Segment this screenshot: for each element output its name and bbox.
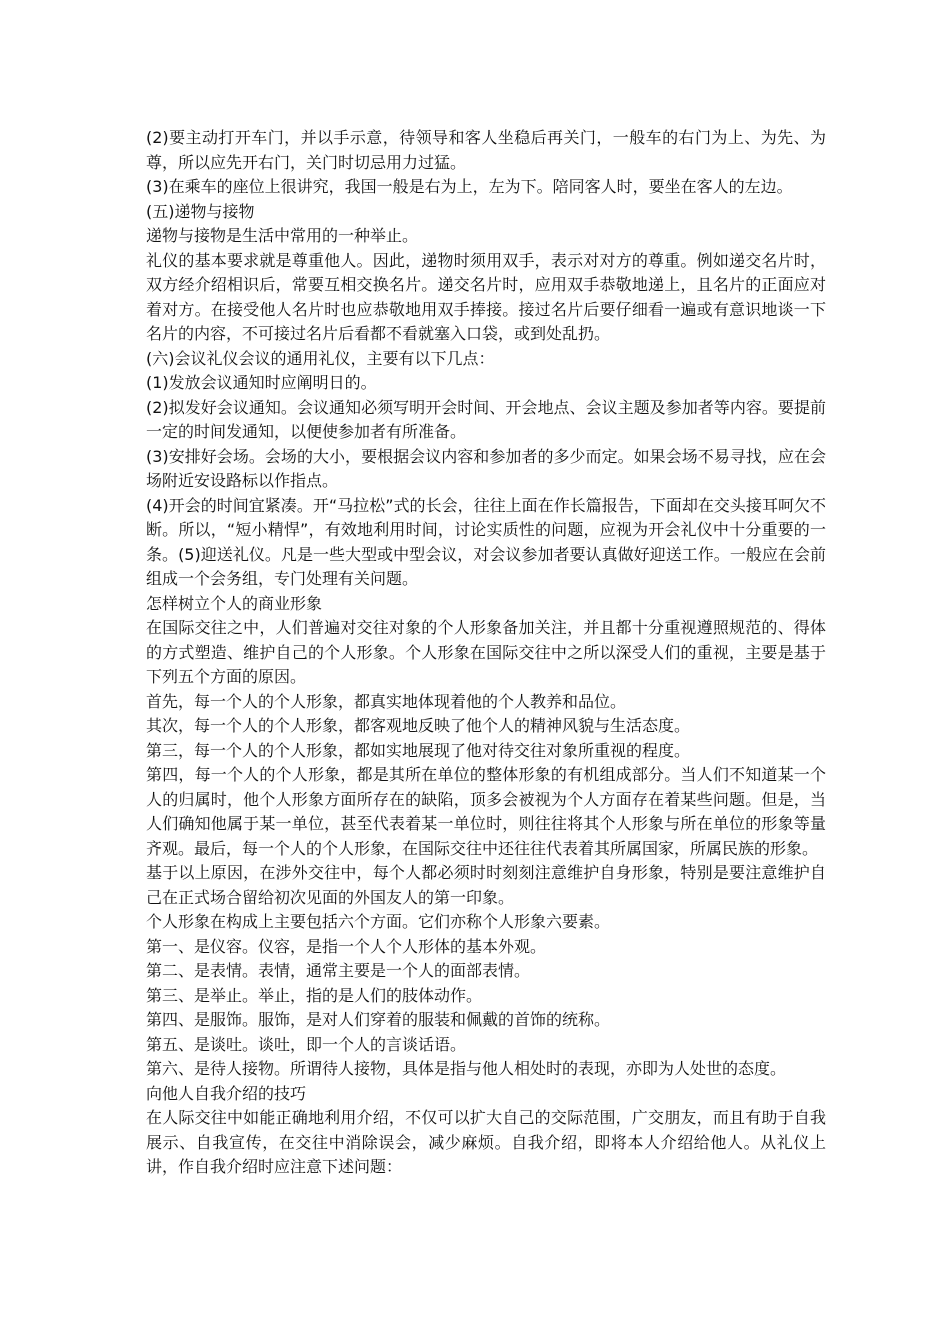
paragraph-six-elements: 个人形象在构成上主要包括六个方面。它们亦称个人形象六要素。 xyxy=(146,912,611,931)
paragraph-foreign-affairs: 基于以上原因，在涉外交往中，每个人都必须时时刻刻注意维护自身形象，特别是要注意维护自己在正式场合留给初次见面的外国友人的第一印象。 xyxy=(146,863,826,907)
paragraph-meeting-notice-purpose: (1)发放会议通知时应阐明日的。 xyxy=(146,373,377,392)
section-heading-self-introduction: 向他人自我介绍的技巧 xyxy=(146,1083,307,1103)
paragraph-image-intro: 在国际交往之中，人们普遍对交往对象的个人形象备加关注，并且都十分重视遵照规范的、得体的方式塑造、维护自己的个人形象。个人形象在国际交往中之所以深受人们的重视，主要是基于下列五个方面的原因。 xyxy=(146,618,826,686)
paragraph-reason-second: 其次，每一个人的个人形象，都客观地反映了他个人的精神风貌与生活态度。 xyxy=(146,716,691,735)
paragraph-reason-first: 首先，每一个人的个人形象，都真实地体现着他的个人教养和品位。 xyxy=(146,691,627,711)
paragraph-meeting-time: (4)开会的时间宜紧凑。开“马拉松”式的长会，往往上面在作长篇报告，下面却在交头接耳呵欠不断。所以，“短小精悍”，有效地利用时间，讨论实质性的问题，应视为开会礼仪中十分重要的一条。(5)迎送礼仪。凡是一些大型或中型会议，对会议参加者要认真做好迎送工作。一般应在会前组成一个会务组，专门处理有关问题。 xyxy=(146,495,826,588)
section-heading-passing-objects: (五)递物与接物 xyxy=(146,201,255,221)
list-item-hospitality: 第六、是待人接物。所谓待人接物，具体是指与他人相处时的表现，亦即为人处世的态度。 xyxy=(146,1059,787,1078)
list-item-speech: 第五、是谈吐。谈吐，即一个人的言谈话语。 xyxy=(146,1034,467,1054)
section-heading-business-image: 怎样树立个人的商业形象 xyxy=(146,593,323,613)
list-item-appearance: 第一、是仪容。仪容，是指一个人个人形体的基本外观。 xyxy=(146,936,547,956)
paragraph-car-seating: (3)在乘车的座位上很讲究，我国一般是右为上，左为下。陪同客人时，要坐在客人的左边。 xyxy=(146,177,793,196)
paragraph-reason-fourth: 第四，每一个人的个人形象，都是其所在单位的整体形象的有机组成部分。当人们不知道某一个人的归属时，他个人形象方面所存在的缺陷，顶多会被视为个人方面存在着某些问题。但是，当人们确知他属于某一单位，甚至代表着某一单位时，则往往将其个人形象与所在单位的形象等量齐观。最后，每一个人的个人形象，在国际交往中还往往代表着其所属国家，所属民族的形象。 xyxy=(146,765,826,858)
list-item-attire: 第四、是服饰。服饰，是对人们穿着的服装和佩戴的首饰的统称。 xyxy=(146,1010,611,1029)
list-item-expression: 第二、是表情。表情，通常主要是一个人的面部表情。 xyxy=(146,961,531,980)
list-item-behavior: 第三、是举止。举止，指的是人们的肢体动作。 xyxy=(146,985,483,1005)
document-body xyxy=(146,126,826,1180)
section-heading-meeting-etiquette: (六)会议礼仪会议的通用礼仪，主要有以下几点： xyxy=(146,348,495,368)
paragraph-meeting-notice-draft: (2)拟发好会议通知。会议通知必须写明开会时间、开会地点、会议主题及参加者等内容。要提前一定的时间发通知，以便使参加者有所准备。 xyxy=(146,397,826,441)
paragraph-car-door: (2)要主动打开车门，并以手示意，待领导和客人坐稳后再关门，一般车的右门为上、为先、为尊，所以应先开右门，关门时切忌用力过猛。 xyxy=(146,128,826,172)
paragraph-business-cards: 礼仪的基本要求就是尊重他人。因此，递物时须用双手，表示对对方的尊重。例如递交名片时，双方经介绍相识后，常要互相交换名片。递交名片时，应用双手恭敬地递上，且名片的正面应对着对方。在接受他人名片时也应恭敬地用双手捧接。接过名片后要仔细看一遍或有意识地谈一下名片的内容，不可接过名片后看都不看就塞入口袋，或到处乱扔。 xyxy=(146,250,826,343)
paragraph-passing-intro: 递物与接物是生活中常用的一种举止。 xyxy=(146,226,419,245)
paragraph-reason-third: 第三，每一个人的个人形象，都如实地展现了他对待交往对象所重视的程度。 xyxy=(146,740,691,760)
paragraph-self-introduction: 在人际交往中如能正确地利用介绍，不仅可以扩大自己的交际范围，广交朋友，而且有助于自我展示、自我宣传，在交往中消除误会，减少麻烦。自我介绍，即将本人介绍给他人。从礼仪上讲，作自我介绍时应注意下述问题： xyxy=(146,1108,826,1176)
paragraph-meeting-venue: (3)安排好会场。会场的大小，要根据会议内容和参加者的多少而定。如果会场不易寻找，应在会场附近安设路标以作指点。 xyxy=(146,446,826,490)
